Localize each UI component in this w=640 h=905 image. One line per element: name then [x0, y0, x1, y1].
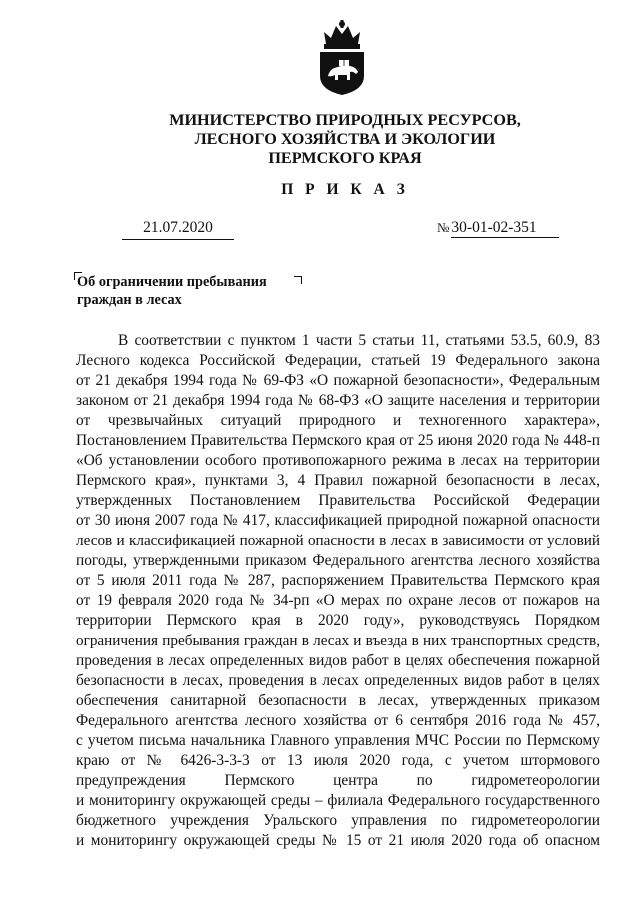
- number-sign: №: [437, 220, 450, 235]
- body-line: Лесного кодекса Российской Федерации, статьей 19 Федерального закона: [76, 352, 600, 369]
- body-line: утвержденных Постановлением Правительства Российской Федерации: [76, 492, 600, 509]
- body-line: предупреждения Пермского центра по гидрометеорологии: [76, 772, 600, 789]
- subject-line-2: граждан в лесах: [77, 292, 182, 308]
- body-line: краю от № 6426-3-3-3 от 13 июля 2020 года, с учетом штормового: [76, 752, 600, 769]
- body-line: «Об установлении особого противопожарного режима в лесах на территории: [76, 452, 600, 469]
- body-line: от 21 декабря 1994 года № 69-ФЗ «О пожарной безопасности», Федеральным: [76, 372, 600, 389]
- ministry-name-line-2: ЛЕСНОГО ХОЗЯЙСТВА И ЭКОЛОГИИ: [194, 130, 496, 148]
- body-line: В соответствии с пунктом 1 части 5 статьи 11, статьями 53.5, 60.9, 83: [118, 332, 600, 349]
- body-line: от 5 июля 2011 года № 287, распоряжением Правительства Пермского края: [76, 572, 600, 589]
- body-line: и мониторингу окружающей среды – филиала Федерального государственного: [76, 792, 600, 809]
- body-line: Постановлением Правительства Пермского края от 25 июня 2020 года № 448-п: [76, 432, 600, 449]
- body-line: и мониторингу окружающей среды № 15 от 21 июля 2020 года об опасном: [76, 832, 600, 849]
- body-line: законом от 21 декабря 1994 года № 68-ФЗ «О защите населения и территории: [76, 392, 600, 409]
- body-line: лесов и классификацией пожарной опасности в лесах в зависимости от условий: [76, 532, 600, 549]
- coat-of-arms-icon: [316, 20, 368, 96]
- body-line: с учетом письма начальника Главного управления МЧС России по Пермскому: [76, 732, 600, 749]
- body-line: Пермского края», пунктами 3, 4 Правил пожарной безопасности в лесах,: [76, 472, 600, 489]
- body-line: ограничения пребывания граждан в лесах и въезда в них транспортных средств,: [76, 632, 600, 649]
- subject-line-1: Об ограничении пребывания: [77, 274, 267, 290]
- body-line: обеспечения санитарной безопасности в лесах, утвержденных приказом: [76, 692, 600, 709]
- body-line: территории Пермского края в 2020 году», руководствуясь Порядком: [76, 612, 600, 629]
- ministry-name-line-3: ПЕРМСКОГО КРАЯ: [268, 149, 422, 167]
- document-type-title: П Р И К А З: [281, 181, 409, 198]
- body-line: Федерального агентства лесного хозяйства от 6 сентября 2016 года № 457,: [76, 712, 600, 729]
- ministry-name-line-1: МИНИСТЕРСТВО ПРИРОДНЫХ РЕСУРСОВ,: [169, 111, 521, 129]
- body-line: бюджетного учреждения Уральского управления по гидрометеорологии: [76, 812, 600, 829]
- body-line: погоды, утвержденными приказом Федерального агентства лесного хозяйства: [76, 552, 600, 569]
- body-line: от 19 февраля 2020 года № 34-рп «О мерах по охране лесов от пожаров на: [76, 592, 600, 609]
- body-line: безопасности в лесах, проведения в лесах определенных видов работ в целях: [76, 672, 600, 689]
- body-line: от чрезвычайных ситуаций природного и техногенного характера»,: [76, 412, 600, 429]
- order-number: [437, 219, 563, 239]
- order-number-value: 30-01-02-351: [451, 219, 558, 238]
- order-date: 21.07.2020: [122, 219, 234, 240]
- body-line: от 30 июня 2007 года № 417, классификацией природной пожарной опасности: [76, 512, 600, 529]
- body-line: проведения в лесах определенных видов работ в целях обеспечения пожарной: [76, 652, 600, 669]
